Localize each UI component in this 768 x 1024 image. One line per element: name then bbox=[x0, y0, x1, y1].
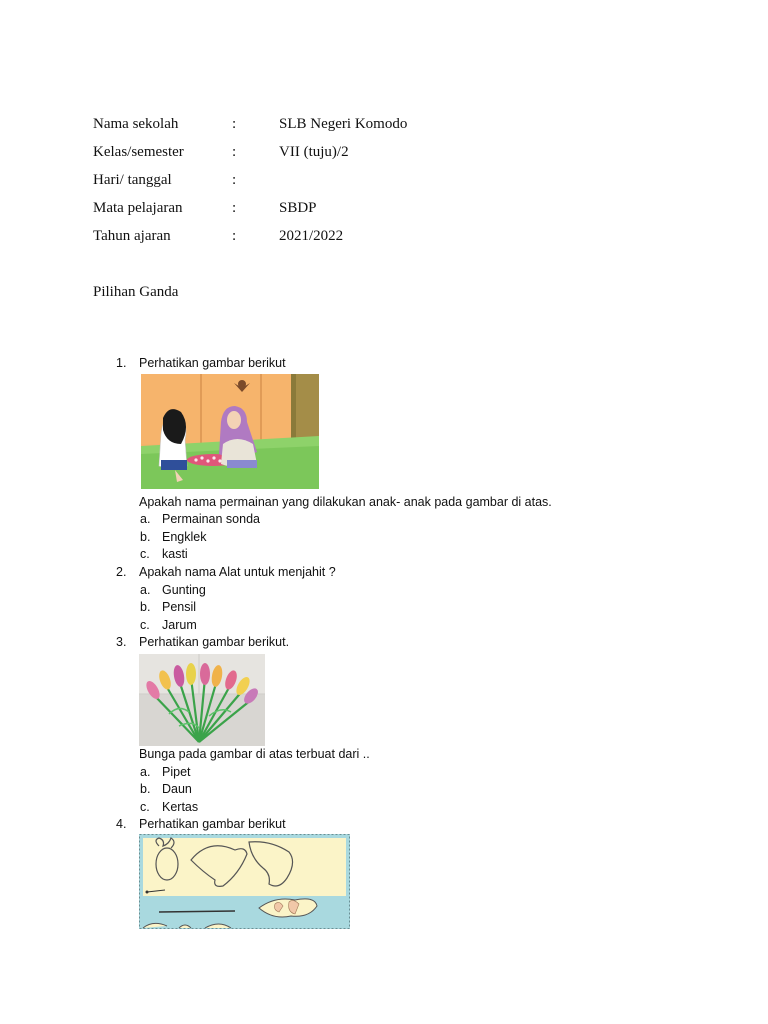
question-intro: Perhatikan gambar berikut. bbox=[139, 635, 290, 649]
option-text: kasti bbox=[162, 547, 188, 561]
option-letter: b. bbox=[140, 600, 151, 614]
option-letter: c. bbox=[140, 800, 150, 814]
option-text: Pensil bbox=[162, 600, 197, 614]
option-text: Pipet bbox=[162, 765, 191, 779]
sewing-pattern-illustration bbox=[139, 834, 350, 929]
info-label: Mata pelajaran bbox=[93, 200, 183, 216]
info-value: 2021/2022 bbox=[279, 228, 344, 244]
info-value: VII (tuju)/2 bbox=[279, 144, 349, 160]
option-letter: b. bbox=[140, 530, 151, 544]
option-letter: a. bbox=[140, 583, 151, 597]
option-letter: a. bbox=[140, 765, 151, 779]
question-number: 1. bbox=[116, 356, 127, 370]
section-title: Pilihan Ganda bbox=[93, 284, 179, 300]
info-colon: : bbox=[232, 144, 237, 160]
option-text: Jarum bbox=[162, 618, 197, 632]
option-letter: a. bbox=[140, 512, 151, 526]
info-colon: : bbox=[232, 116, 237, 132]
info-colon: : bbox=[232, 228, 237, 244]
info-label: Tahun ajaran bbox=[93, 228, 171, 244]
option-text: Kertas bbox=[162, 800, 199, 814]
info-label: Nama sekolah bbox=[93, 116, 179, 132]
question-text: Bunga pada gambar di atas terbuat dari .. bbox=[139, 747, 370, 761]
question-number: 4. bbox=[116, 817, 127, 831]
question-intro: Apakah nama Alat untuk menjahit ? bbox=[139, 565, 336, 579]
option-text: Daun bbox=[162, 782, 192, 796]
option-text: Engklek bbox=[162, 530, 207, 544]
info-colon: : bbox=[232, 200, 237, 216]
option-letter: b. bbox=[140, 782, 151, 796]
info-colon: : bbox=[232, 172, 237, 188]
info-value: SLB Negeri Komodo bbox=[279, 116, 408, 132]
question-text: Apakah nama permainan yang dilakukan anak- anak pada gambar di atas. bbox=[139, 495, 552, 509]
option-text: Permainan sonda bbox=[162, 512, 260, 526]
info-label: Kelas/semester bbox=[93, 144, 184, 160]
question-number: 3. bbox=[116, 635, 127, 649]
option-letter: c. bbox=[140, 618, 150, 632]
straw-flowers-photo bbox=[139, 654, 265, 746]
question-intro: Perhatikan gambar berikut bbox=[139, 356, 286, 370]
question-number: 2. bbox=[116, 565, 127, 579]
option-text: Gunting bbox=[162, 583, 206, 597]
question-intro: Perhatikan gambar berikut bbox=[139, 817, 286, 831]
option-letter: c. bbox=[140, 547, 150, 561]
info-label: Hari/ tanggal bbox=[93, 172, 172, 188]
congklak-illustration bbox=[141, 374, 319, 489]
info-value: SBDP bbox=[279, 200, 317, 216]
